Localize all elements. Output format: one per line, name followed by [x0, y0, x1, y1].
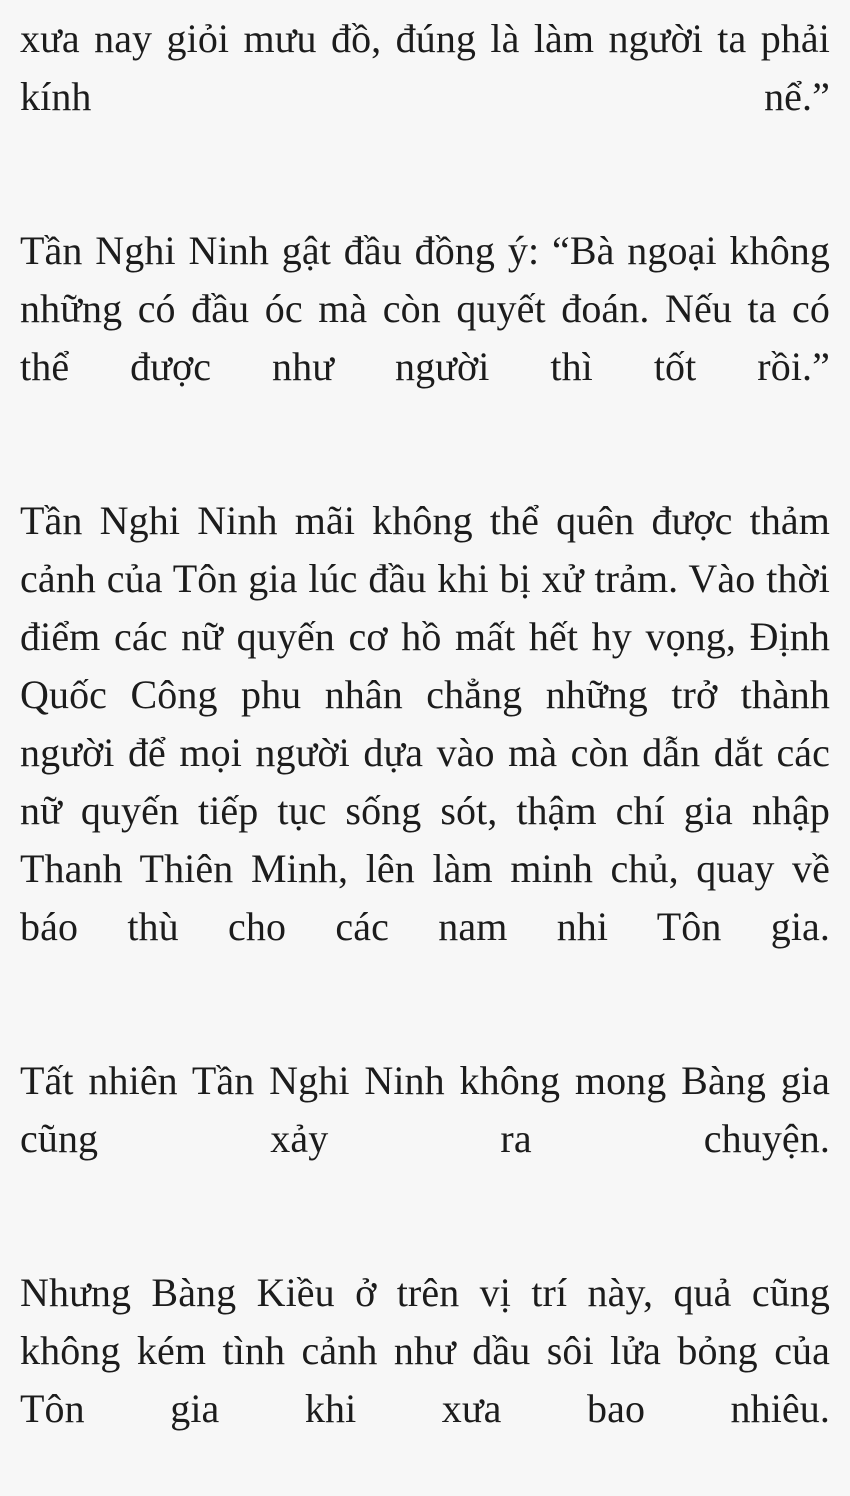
paragraph: Tất nhiên Tần Nghi Ninh không mong Bàng gia cũng xảy ra chuyện.: [20, 1058, 830, 1161]
paragraph: Tần Nghi Ninh gật đầu đồng ý: “Bà ngoại không những có đầu óc mà còn quyết đoán. Nếu ta có thể được như người thì tốt rồi.”: [20, 228, 830, 389]
paragraph: Tần Nghi Ninh mãi không thể quên được thảm cảnh của Tôn gia lúc đầu khi bị xử trảm. Vào thời điểm các nữ quyến cơ hồ mất hết hy vọng, Định Quốc Công phu nhân chẳng những trở thành người để mọi người dựa vào mà còn dẫn dắt các nữ quyến tiếp tục sống sót, thậm chí gia nhập Thanh Thiên Minh, lên làm minh chủ, quay về báo thù cho các nam nhi Tôn gia.: [20, 498, 830, 949]
paragraph: xưa nay giỏi mưu đồ, đúng là làm người ta phải kính nể.”: [20, 16, 830, 119]
paragraph: Nhưng Bàng Kiều ở trên vị trí này, quả cũng không kém tình cảnh như dầu sôi lửa bỏng của Tôn gia khi xưa bao nhiêu.: [20, 1270, 830, 1431]
